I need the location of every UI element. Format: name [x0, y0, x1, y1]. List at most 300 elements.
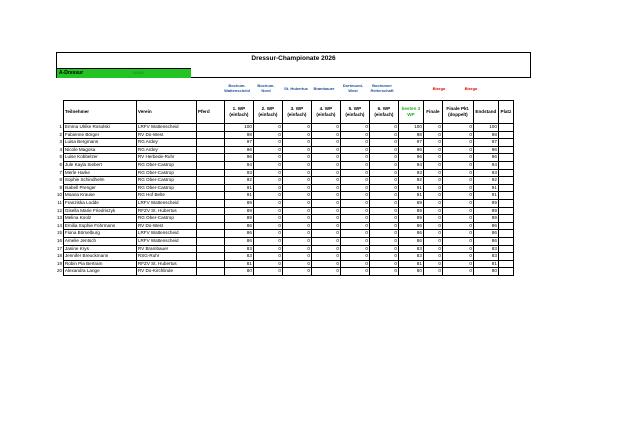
cell-wp4: 0	[311, 260, 340, 268]
cell-wp1: 89	[224, 215, 253, 223]
cell-wp6: 0	[369, 245, 398, 253]
cell-finale: 0	[423, 192, 442, 200]
cell-wp1: 92	[224, 177, 253, 185]
table-row	[56, 192, 513, 200]
cell-teilnehmer: Amelie Jentsch	[63, 237, 136, 245]
row-index: 13	[57, 215, 62, 221]
cell-finale: 0	[423, 230, 442, 238]
cell-wp3: 0	[282, 124, 311, 132]
cell-wp6: 0	[369, 260, 398, 268]
cell-besten: 98	[398, 131, 423, 139]
cell-endstand: 89	[473, 199, 498, 207]
cell-wp6: 0	[369, 268, 398, 276]
header-wp3: 3. WP (einfach)	[282, 101, 311, 124]
cell-wp1: 86	[224, 230, 253, 238]
cell-wp1: 97	[224, 139, 253, 147]
cell-pferd	[196, 260, 224, 268]
cell-finale-pkt: 0	[442, 268, 473, 276]
cell-wp5: 0	[340, 199, 369, 207]
header-wp4: 4. WP (einfach)	[311, 101, 340, 124]
cell-wp5: 0	[340, 245, 369, 253]
cell-wp6: 0	[369, 161, 398, 169]
cell-wp3: 0	[282, 146, 311, 154]
cell-teilnehmer: Janine Krys	[63, 245, 136, 253]
cell-endstand: 98	[473, 131, 498, 139]
cell-wp1: 93	[224, 169, 253, 177]
cell-finale-pkt: 0	[442, 161, 473, 169]
table-row	[56, 230, 513, 238]
cell-wp5: 0	[340, 154, 369, 162]
cell-wp5: 0	[340, 177, 369, 185]
cell-teilnehmer: Merle Harke	[63, 169, 136, 177]
cell-pferd	[196, 230, 224, 238]
cell-finale-pkt: 0	[442, 154, 473, 162]
row-index: 15	[57, 230, 62, 236]
cell-wp5: 0	[340, 268, 369, 276]
cell-wp4: 0	[311, 245, 340, 253]
cell-finale-pkt: 0	[442, 192, 473, 200]
cell-wp4: 0	[311, 161, 340, 169]
cell-finale: 0	[423, 154, 442, 162]
cell-platz	[498, 154, 513, 162]
cell-finale: 0	[423, 124, 442, 132]
row-index: 1	[59, 124, 62, 130]
row-index: 2	[59, 131, 62, 137]
cell-finale: 0	[423, 169, 442, 177]
cell-finale-pkt: 0	[442, 177, 473, 185]
cell-wp3: 0	[282, 215, 311, 223]
cell-wp3: 0	[282, 207, 311, 215]
cell-platz	[498, 268, 513, 276]
cell-pferd	[196, 222, 224, 230]
table-row	[56, 222, 513, 230]
cell-wp6: 0	[369, 230, 398, 238]
cell-wp2: 0	[253, 154, 282, 162]
cell-wp6: 0	[369, 124, 398, 132]
header-besten: besten 3 WP	[398, 101, 423, 124]
cell-wp6: 0	[369, 207, 398, 215]
cell-verein: RV Herbede-Ruhr	[136, 154, 196, 162]
cell-endstand: 94	[473, 161, 498, 169]
cell-platz	[498, 146, 513, 154]
cell-wp2: 0	[253, 169, 282, 177]
cell-finale-pkt: 0	[442, 245, 473, 253]
cell-wp6: 0	[369, 184, 398, 192]
cell-wp5: 0	[340, 139, 369, 147]
cell-verein: LRFV Wattenscheid	[136, 237, 196, 245]
table-row	[56, 169, 513, 177]
cell-wp3: 0	[282, 169, 311, 177]
cell-wp5: 0	[340, 146, 369, 154]
cell-wp4: 0	[311, 237, 340, 245]
cell-besten: 89	[398, 207, 423, 215]
cell-pferd	[196, 139, 224, 147]
row-index: 20	[57, 268, 62, 274]
cell-wp2: 0	[253, 139, 282, 147]
table-row	[56, 245, 513, 253]
cell-wp2: 0	[253, 177, 282, 185]
cell-wp3: 0	[282, 260, 311, 268]
location-label: Bochum- Wattenscheid	[224, 83, 250, 93]
table-row	[56, 124, 513, 132]
cell-wp2: 0	[253, 268, 282, 276]
cell-platz	[498, 139, 513, 147]
row-index: 9	[59, 184, 62, 190]
cell-verein: RG Ardey	[136, 146, 196, 154]
row-index: 14	[57, 222, 62, 228]
cell-endstand: 96	[473, 154, 498, 162]
cell-teilnehmer: Jule Kayla Siebert	[63, 161, 136, 169]
location-label: Bisrgo	[464, 86, 478, 91]
cell-wp4: 0	[311, 268, 340, 276]
cell-besten: 97	[398, 139, 423, 147]
cell-pferd	[196, 124, 224, 132]
header-finale-pkt: Finale Pkt. (doppelt)	[442, 101, 473, 124]
row-index: 5	[59, 154, 62, 160]
cell-wp2: 0	[253, 253, 282, 261]
cell-finale: 0	[423, 215, 442, 223]
cell-wp2: 0	[253, 161, 282, 169]
page-title: Dressur-Championate 2026	[251, 55, 336, 62]
row-index: 17	[57, 245, 62, 251]
cell-wp1: 100	[224, 124, 253, 132]
cell-wp6: 0	[369, 199, 398, 207]
cell-wp5: 0	[340, 230, 369, 238]
row-index: 12	[57, 207, 62, 213]
cell-besten: 80	[398, 268, 423, 276]
cell-wp5: 0	[340, 169, 369, 177]
cell-wp2: 0	[253, 192, 282, 200]
cell-wp4: 0	[311, 177, 340, 185]
cell-wp4: 0	[311, 230, 340, 238]
cell-platz	[498, 207, 513, 215]
cell-verein: RG Ardey	[136, 139, 196, 147]
cell-verein: RFZV St. Hubertus	[136, 260, 196, 268]
cell-besten: 91	[398, 184, 423, 192]
cell-finale: 0	[423, 199, 442, 207]
cell-finale: 0	[423, 260, 442, 268]
cell-besten: 83	[398, 245, 423, 253]
cell-besten: 91	[398, 192, 423, 200]
cell-endstand: 80	[473, 268, 498, 276]
cell-finale-pkt: 0	[442, 237, 473, 245]
cell-finale-pkt: 0	[442, 207, 473, 215]
cell-verein: LRFV Wattenscheid	[136, 230, 196, 238]
cell-wp1: 83	[224, 245, 253, 253]
cell-teilnehmer: Robin Pia Bertram	[63, 260, 136, 268]
cell-wp6: 0	[369, 131, 398, 139]
cell-verein: RSG-Ruhr	[136, 253, 196, 261]
cell-wp3: 0	[282, 161, 311, 169]
header-pferd: Pferd	[196, 101, 224, 124]
cell-besten: 83	[398, 253, 423, 261]
header-wp2: 2. WP (einfach)	[253, 101, 282, 124]
category-name: A-Dressur	[59, 70, 84, 76]
cell-wp1: 86	[224, 222, 253, 230]
cell-wp3: 0	[282, 184, 311, 192]
header-teilnehmer: Teilnehmer	[63, 101, 136, 124]
cell-wp1: 98	[224, 131, 253, 139]
header-wp6: 6. WP (einfach)	[369, 101, 398, 124]
cell-pferd	[196, 215, 224, 223]
cell-platz	[498, 230, 513, 238]
cell-wp5: 0	[340, 237, 369, 245]
cell-finale: 0	[423, 131, 442, 139]
cell-teilnehmer: Nicole Magosa	[63, 146, 136, 154]
cell-teilnehmer: Franziska Lodde	[63, 199, 136, 207]
cell-besten: 86	[398, 222, 423, 230]
cell-teilnehmer: Fabienne Börger	[63, 131, 136, 139]
cell-wp1: 96	[224, 146, 253, 154]
location-label: Dortmund- West	[342, 83, 364, 93]
cell-wp4: 0	[311, 124, 340, 132]
cell-wp4: 0	[311, 131, 340, 139]
cell-finale-pkt: 0	[442, 199, 473, 207]
cell-wp6: 0	[369, 253, 398, 261]
cell-wp3: 0	[282, 222, 311, 230]
location-label: Bochumer Reiterschaft	[370, 83, 394, 93]
cell-wp6: 0	[369, 237, 398, 245]
table-row	[56, 161, 513, 169]
cell-wp3: 0	[282, 177, 311, 185]
cell-endstand: 86	[473, 230, 498, 238]
cell-verein: LRFV Wattenscheid	[136, 124, 196, 132]
cell-teilnehmer: Alexandra Lange	[63, 268, 136, 276]
cell-teilnehmer: Gisella Marie Friedriszyk	[63, 207, 136, 215]
cell-verein: RG Ober-Castrop	[136, 177, 196, 185]
cell-wp6: 0	[369, 222, 398, 230]
category-bar	[57, 68, 191, 78]
cell-finale: 0	[423, 245, 442, 253]
cell-finale-pkt: 0	[442, 260, 473, 268]
cell-platz	[498, 199, 513, 207]
cell-wp5: 0	[340, 131, 369, 139]
cell-wp4: 0	[311, 215, 340, 223]
cell-platz	[498, 169, 513, 177]
row-index: 7	[59, 169, 62, 175]
table-row	[56, 146, 513, 154]
cell-wp5: 0	[340, 161, 369, 169]
cell-wp5: 0	[340, 260, 369, 268]
cell-wp4: 0	[311, 207, 340, 215]
cell-endstand: 89	[473, 215, 498, 223]
cell-wp5: 0	[340, 222, 369, 230]
cell-besten: 81	[398, 260, 423, 268]
cell-wp2: 0	[253, 260, 282, 268]
cell-verein: RV Brambauer	[136, 245, 196, 253]
cell-besten: 92	[398, 177, 423, 185]
cell-endstand: 93	[473, 169, 498, 177]
cell-endstand: 83	[473, 253, 498, 261]
cell-platz	[498, 131, 513, 139]
cell-finale-pkt: 0	[442, 230, 473, 238]
cell-finale: 0	[423, 139, 442, 147]
cell-wp5: 0	[340, 192, 369, 200]
cell-wp2: 0	[253, 184, 282, 192]
cell-finale-pkt: 0	[442, 253, 473, 261]
cell-finale: 0	[423, 222, 442, 230]
cell-wp4: 0	[311, 253, 340, 261]
cell-wp5: 0	[340, 184, 369, 192]
cell-endstand: 86	[473, 237, 498, 245]
location-label: Bochum- Nord	[257, 83, 275, 93]
cell-verein: RV Do-Kirchlinde	[136, 268, 196, 276]
cell-finale: 0	[423, 253, 442, 261]
cell-wp3: 0	[282, 131, 311, 139]
title-box	[56, 52, 531, 78]
cell-besten: 100	[398, 124, 423, 132]
cell-endstand: 86	[473, 222, 498, 230]
header-index	[56, 101, 63, 124]
cell-endstand: 81	[473, 260, 498, 268]
row-index: 10	[57, 192, 62, 198]
cell-platz	[498, 192, 513, 200]
cell-wp1: 94	[224, 161, 253, 169]
cell-wp1: 80	[224, 268, 253, 276]
cell-finale-pkt: 0	[442, 131, 473, 139]
table-row	[56, 139, 513, 147]
cell-platz	[498, 222, 513, 230]
cell-finale-pkt: 0	[442, 222, 473, 230]
cell-wp6: 0	[369, 215, 398, 223]
cell-teilnehmer: Emilia Sophie Fohrmann	[63, 222, 136, 230]
row-index: 8	[59, 177, 62, 183]
cell-verein: LRFV Wattenscheid	[136, 199, 196, 207]
cell-wp1: 89	[224, 199, 253, 207]
cell-endstand: 100	[473, 124, 498, 132]
cell-wp3: 0	[282, 268, 311, 276]
cell-wp4: 0	[311, 139, 340, 147]
cell-verein: RG Ober-Castrop	[136, 161, 196, 169]
cell-wp3: 0	[282, 230, 311, 238]
cell-wp6: 0	[369, 139, 398, 147]
cell-wp5: 0	[340, 253, 369, 261]
cell-wp1: 96	[224, 154, 253, 162]
cell-wp3: 0	[282, 192, 311, 200]
header-wp5: 5. WP (einfach)	[340, 101, 369, 124]
table-row	[56, 253, 513, 261]
cell-wp5: 0	[340, 207, 369, 215]
header-wp1: 1. WP (einfach)	[224, 101, 253, 124]
cell-verein: RG Ober-Castrop	[136, 169, 196, 177]
cell-platz	[498, 260, 513, 268]
cell-wp2: 0	[253, 237, 282, 245]
row-index: 19	[57, 260, 62, 266]
cell-wp3: 0	[282, 154, 311, 162]
cell-wp4: 0	[311, 169, 340, 177]
cell-pferd	[196, 199, 224, 207]
cell-platz	[498, 177, 513, 185]
cell-wp1: 89	[224, 207, 253, 215]
table-row	[56, 199, 513, 207]
cell-wp6: 0	[369, 146, 398, 154]
cell-teilnehmer: Jennifer Breuckmann	[63, 253, 136, 261]
cell-wp2: 0	[253, 215, 282, 223]
category-code: LK6,6	[133, 70, 144, 75]
cell-finale-pkt: 0	[442, 215, 473, 223]
cell-endstand: 97	[473, 139, 498, 147]
cell-wp1: 91	[224, 184, 253, 192]
cell-wp3: 0	[282, 253, 311, 261]
cell-wp2: 0	[253, 245, 282, 253]
cell-pferd	[196, 184, 224, 192]
cell-besten: 96	[398, 146, 423, 154]
cell-verein: RG Hof Belte	[136, 192, 196, 200]
cell-besten: 96	[398, 154, 423, 162]
cell-verein: RG Ober-Castrop	[136, 215, 196, 223]
table-row	[56, 268, 513, 276]
cell-wp4: 0	[311, 199, 340, 207]
header-finale: Finale	[423, 101, 442, 124]
table-row	[56, 184, 513, 192]
row-index: 18	[57, 253, 62, 259]
cell-wp6: 0	[369, 169, 398, 177]
cell-endstand: 91	[473, 192, 498, 200]
cell-endstand: 83	[473, 245, 498, 253]
cell-platz	[498, 124, 513, 132]
cell-wp1: 86	[224, 237, 253, 245]
cell-pferd	[196, 237, 224, 245]
cell-finale-pkt: 0	[442, 124, 473, 132]
cell-finale: 0	[423, 207, 442, 215]
cell-endstand: 91	[473, 184, 498, 192]
table-row	[56, 131, 513, 139]
cell-teilnehmer: Isabell Prenger	[63, 184, 136, 192]
cell-pferd	[196, 154, 224, 162]
cell-pferd	[196, 207, 224, 215]
cell-platz	[498, 184, 513, 192]
cell-finale: 0	[423, 268, 442, 276]
cell-platz	[498, 253, 513, 261]
table-header-row	[56, 101, 513, 124]
cell-wp3: 0	[282, 237, 311, 245]
cell-teilnehmer: Emma Ulrike Rosolski	[63, 124, 136, 132]
cell-wp4: 0	[311, 184, 340, 192]
cell-wp1: 81	[224, 260, 253, 268]
cell-wp5: 0	[340, 124, 369, 132]
table-row	[56, 215, 513, 223]
cell-finale: 0	[423, 184, 442, 192]
cell-pferd	[196, 253, 224, 261]
row-index: 3	[59, 139, 62, 145]
cell-pferd	[196, 146, 224, 154]
cell-wp6: 0	[369, 154, 398, 162]
cell-wp2: 0	[253, 222, 282, 230]
cell-pferd	[196, 161, 224, 169]
cell-wp4: 0	[311, 154, 340, 162]
cell-wp2: 0	[253, 230, 282, 238]
cell-besten: 89	[398, 199, 423, 207]
cell-platz	[498, 245, 513, 253]
cell-finale-pkt: 0	[442, 169, 473, 177]
cell-pferd	[196, 169, 224, 177]
cell-wp4: 0	[311, 146, 340, 154]
cell-teilnehmer: Fiona Bömelburg	[63, 230, 136, 238]
cell-besten: 86	[398, 237, 423, 245]
cell-teilnehmer: Moana Krause	[63, 192, 136, 200]
cell-finale: 0	[423, 177, 442, 185]
cell-besten: 86	[398, 230, 423, 238]
cell-wp3: 0	[282, 139, 311, 147]
results-table	[56, 100, 514, 276]
table-row	[56, 177, 513, 185]
row-index: 11	[57, 200, 62, 206]
cell-wp4: 0	[311, 222, 340, 230]
cell-pferd	[196, 268, 224, 276]
cell-teilnehmer: Luise Kobbelzer	[63, 154, 136, 162]
cell-platz	[498, 161, 513, 169]
cell-endstand: 96	[473, 146, 498, 154]
